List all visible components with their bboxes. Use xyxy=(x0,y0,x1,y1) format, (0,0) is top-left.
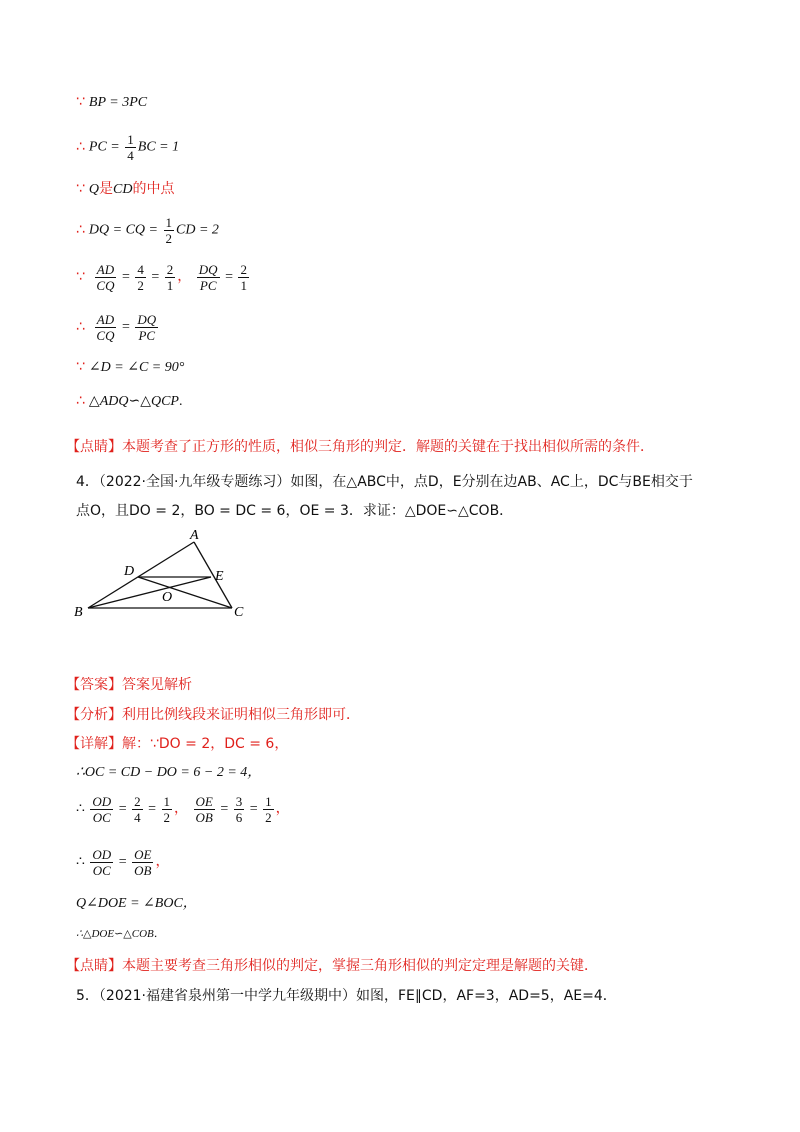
fraction: $\frac{2}{1}$ xyxy=(166,262,174,293)
detail-step-5: ∴△DOE∽△COB． xyxy=(76,928,165,940)
detail-tag: 【详解】 xyxy=(66,736,122,752)
because-symbol: ∵ xyxy=(76,268,85,285)
proof-step-4 xyxy=(76,215,219,246)
detail-step-1: ∴OC = CD − DO = 6 − 2 = 4， xyxy=(76,765,262,780)
step-text: ∠D = ∠C = 90° xyxy=(88,360,185,375)
proof-step-6: ∴ $\frac{AD}{CQ}$ = $\frac{DQ}{PC}$ xyxy=(76,312,157,343)
fraction: $\frac{1}{4}$ xyxy=(127,132,134,163)
fraction: $\frac{AD}{CQ}$ xyxy=(96,312,115,343)
analysis-line xyxy=(66,706,360,725)
step-text: CD = 2 xyxy=(176,222,219,238)
proof-step-2 xyxy=(76,132,179,163)
fraction: $\frac{OE}{OB}$ xyxy=(134,847,152,878)
detail-line xyxy=(66,735,288,754)
therefore-symbol: ∴ xyxy=(76,318,85,335)
remark-1 xyxy=(66,438,654,457)
remark-tag: 【点睛】 xyxy=(66,439,122,455)
remark-text: 本题考查了正方形的性质，相似三角形的判定．解题的关键在于找出相似所需的条件． xyxy=(122,439,654,455)
analysis-tag: 【分析】 xyxy=(66,707,122,723)
fraction: $\frac{OE}{OB}$ xyxy=(195,794,213,825)
step-text: BP = 3PC xyxy=(88,95,148,110)
fraction: $\frac{OD}{OC}$ xyxy=(92,794,112,825)
fraction: $\frac{2}{4}$ xyxy=(134,794,141,825)
therefore-symbol: ∴ xyxy=(76,138,85,155)
fraction: $\frac{4}{2}$ xyxy=(137,262,144,293)
step-text: Q xyxy=(88,182,100,197)
answer-text: 答案见解析 xyxy=(122,677,192,693)
remark-text: 本题主要考查三角形相似的判定，掌握三角形相似的判定定理是解题的关键． xyxy=(122,958,598,974)
because-symbol: ∵ xyxy=(76,359,85,375)
fraction: $\frac{DQ}{PC}$ xyxy=(137,312,157,343)
detail-step-2: ∴ $\frac{OD}{OC}$ = $\frac{2}{4}$ = $\frac{1}{2}$ ， $\frac{OE}{OB}$ = $\frac{3}{6}$ = $\frac{1}{2}$ ， xyxy=(76,794,290,825)
label-e: E xyxy=(215,569,224,584)
proof-step-1 xyxy=(76,93,147,112)
label-a: A xyxy=(190,528,199,543)
side-ac xyxy=(194,542,232,608)
detail-step-3: ∴ $\frac{OD}{OC}$ = $\frac{OE}{OB}$ ， xyxy=(76,847,170,878)
fraction: $\frac{AD}{CQ}$ xyxy=(96,262,115,293)
question-4-line-2: 点O，且DO = 2，BO = DC = 6，OE = 3．求证：△DOE∽△COB． xyxy=(76,503,514,519)
because-symbol: ∵ xyxy=(76,94,85,110)
step-text: BC = 1 xyxy=(137,139,180,155)
label-c: C xyxy=(234,605,244,620)
fraction: $\frac{1}{2}$ xyxy=(265,794,272,825)
step-text: △ADQ∽△QCP xyxy=(88,394,179,409)
label-b: B xyxy=(74,605,83,620)
proof-step-5: ∵ $\frac{AD}{CQ}$ = $\frac{4}{2}$ = $\frac{2}{1}$ ， $\frac{DQ}{PC}$ = $\frac{2}{1}$ xyxy=(76,262,247,293)
side-ab xyxy=(88,542,194,608)
fraction: $\frac{1}{2}$ xyxy=(163,794,171,825)
question-5-line-1: 5．（2021·福建省泉州第一中学九年级期中）如图，FE∥CD，AF=3，AD=5，AE=4． xyxy=(76,988,617,1004)
because-symbol: ∵ xyxy=(76,181,85,197)
label-d: D xyxy=(124,564,135,579)
fraction: $\frac{1}{2}$ xyxy=(165,215,172,246)
analysis-text: 利用比例线段来证明相似三角形即可． xyxy=(122,707,360,723)
fraction: $\frac{DQ}{PC}$ xyxy=(198,262,218,293)
therefore-symbol: ∴ xyxy=(76,393,85,409)
proof-step-3 xyxy=(76,180,175,199)
proof-step-8: ∴ △ADQ∽△QCP. xyxy=(76,393,183,409)
label-o: O xyxy=(162,590,173,605)
detail-text: 解：∵DO = 2，DC = 6， xyxy=(122,736,289,752)
segment-be xyxy=(88,577,211,608)
answer-tag: 【答案】 xyxy=(66,677,122,693)
step-text: 的中点 xyxy=(132,181,175,197)
step-text: 是 xyxy=(99,181,114,197)
fraction: $\frac{3}{6}$ xyxy=(235,794,243,825)
fraction: $\frac{2}{1}$ xyxy=(240,262,247,293)
remark-tag: 【点睛】 xyxy=(66,958,122,974)
remark-2 xyxy=(66,957,598,976)
question-4-line-1: 4．（2022·全国·九年级专题练习）如图，在△ABC中，点D，E分别在边AB、AC上，DC与BE相交于 xyxy=(76,474,693,490)
answer-line xyxy=(66,676,192,695)
detail-step-4: Q∠DOE = ∠BOC， xyxy=(76,896,197,911)
triangle-figure xyxy=(66,526,266,626)
proof-step-7 xyxy=(76,358,184,377)
fraction: $\frac{OD}{OC}$ xyxy=(92,847,112,878)
therefore-symbol: ∴ xyxy=(76,221,85,238)
step-text: CD xyxy=(113,182,133,197)
step-text: PC = xyxy=(88,139,120,155)
step-text: DQ = CQ = xyxy=(88,222,158,238)
